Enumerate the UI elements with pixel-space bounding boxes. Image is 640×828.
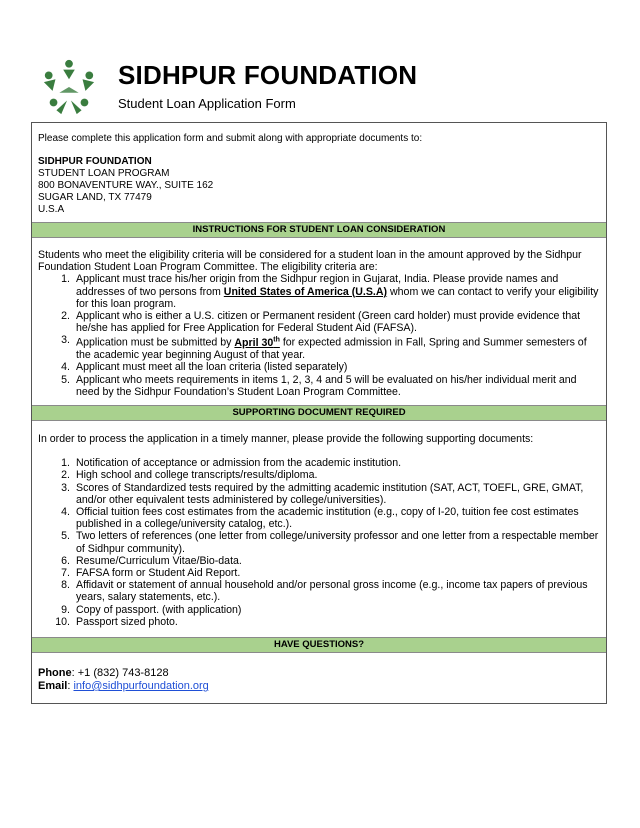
email-link[interactable]: info@sidhpurfoundation.org [73,680,209,692]
email-line: Email: info@sidhpurfoundation.org [38,680,209,692]
application-form-box [31,122,607,704]
list-item: 2. Applicant who is either a U.S. citizen or Permanent resident (Green card holder) must provide evidence that he/she has applied for Free Application for Federal Student Aid (FAFSA). [61,310,581,335]
usa-emphasis: United States of America (U.S.A) [223,285,388,298]
address-line: 800 BONAVENTURE WAY., SUITE 162 [38,180,214,191]
list-item: 7. FAFSA form or Student Aid Report. [61,567,241,580]
list-item: 6. Resume/Curriculum Vitae/Bio-data. [61,554,242,567]
page-title: SIDHPUR FOUNDATION [118,60,418,90]
instructions-paragraph: Students who meet the eligibility criteria will be considered for a student loan in the amount approved by the Sidhpur Foundation Student Loan Program Committee. The eligibility criteria are: [38,249,582,274]
intro-text: Please complete this application form and submit along with appropriate documents to: [38,133,423,144]
documents-section-header: SUPPORTING DOCUMENT REQUIRED [32,405,606,421]
phone-number: +1 (832) 743-8128 [77,667,169,679]
instructions-section-header: INSTRUCTIONS FOR STUDENT LOAN CONSIDERATION [32,222,606,238]
list-item: 3. Scores of Standardized tests required by the admitting academic institution (SAT, ACT, TOEFL, GRE, GMAT, and/or other equivalent tests administered by college/universities). [61,481,584,506]
people-circle-logo-icon [40,58,98,116]
list-item: 5. Applicant who meets requirements in items 1, 2, 3, 4 and 5 will be evaluated on his/her individual merit and need by the Sidhpur Foundation’s Student Loan Program Committee. [61,373,577,398]
address-line: STUDENT LOAN PROGRAM [38,168,170,179]
list-item: 4. Official tuition fees cost estimates from the academic institution (e.g., copy of I-20, tuition fee cost estimates published in a college/university catalog, etc.). [61,506,579,531]
address-line: SUGAR LAND, TX 77479 [38,192,152,203]
address-name: SIDHPUR FOUNDATION [38,156,152,167]
list-item: 1. Notification of acceptance or admission from the academic institution. [61,457,402,470]
deadline-emphasis: April 30th [234,336,280,349]
list-item: 8. Affidavit or statement of annual household and/or personal gross income (e.g., income tax papers of previous years, salary statements, etc.). [61,579,588,604]
list-item: 1. Applicant must trace his/her origin from the Sidhpur region in Gujarat, India. Please provide names and addresses of two persons from United States of America (U.S.A) whom we can contact to verify your eligibility for this loan program. [61,273,599,310]
page-subtitle: Student Loan Application Form [118,96,296,111]
contact-block [38,667,209,693]
documents-paragraph: In order to process the application in a timely manner, please provide the following supporting documents: [38,433,534,445]
list-item: 5. Two letters of references (one letter from college/university professor and one letter from a respectable member of Sidhpur community). [61,530,599,555]
intro-block [38,133,422,216]
documents-list [38,457,602,628]
list-item: 3. Application must be submitted by April 30th for expected admission in Fall, Spring and Summer semesters of the academic year beginning August of that year. [61,334,587,362]
list-item: 10. Passport sized photo. [55,615,178,628]
documents-body [38,433,602,628]
instructions-body [38,249,602,398]
phone-line: Phone: +1 (832) 743-8128 [38,667,169,679]
eligibility-list [38,273,602,398]
questions-section-header: HAVE QUESTIONS? [32,637,606,653]
list-item: 9. Copy of passport. (with application) [61,603,242,616]
page-header [36,56,616,120]
address-line: U.S.A [38,204,65,215]
list-item: 4. Applicant must meet all the loan criteria (listed separately) [61,361,348,374]
list-item: 2. High school and college transcripts/results/diploma. [61,469,318,482]
